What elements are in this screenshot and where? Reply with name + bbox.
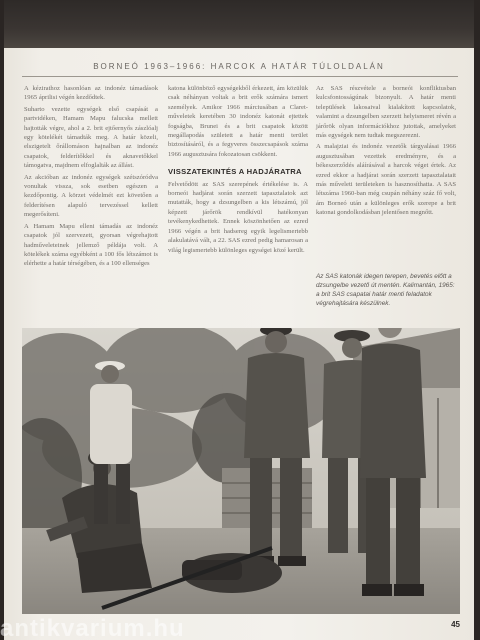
watermark: antikvarium.hu	[0, 618, 185, 640]
running-header: BORNEÓ 1963–1966: HARCOK A HATÁR TÚLOLDALÁN	[93, 62, 385, 71]
text-column-1	[24, 84, 158, 271]
paragraph: Az akcióban az indonéz egységek szétszóródva vonultak vissza, sok esetben egészen a kezdőpontig. A körzet védelmét ezt követően a felderítésen alapuló tervezéssel kellett megerősíteni.	[24, 173, 158, 219]
paragraph: katona különböző egységekből érkezett, ám közülük csak néhányan voltak a brit erők számára ismert személyek. Amikor 1966 márciusában a Claret-műveletek keretében 30 indonéz katonát ejtettek fogságba, Brunei és a brit csapatok között megállapodás született a határ menti terület biztosításáról, és a fegyveres összecsapások száma 1966 augusztusára fokozatosan csökkent.	[168, 85, 308, 158]
photo-caption: Az SAS katonák idegen terepen, bevetés előtt a dzsungelbe vezető út mentén. Kalimantán, 1965: a brit SAS csapatai határ menti feladatok végrehajtására készülnek.	[316, 273, 455, 307]
paragraph: Felvetődött az SAS szerepének értékelése is. A borneói hadjárat során szerzett tapasztalatok azt mutatták, hogy a dzsungelben a kis létszámú, jól képzett járőrök rendkívül hatékonyan tevékenykedhettek. Ennek köszönhetően az ezred 1966 végén a brit hadsereg egyik legelismertebb alakulatává vált, a 22. SAS ezred pedig hamarosan a világ legismertebb különleges egységei közé került.	[168, 180, 308, 254]
header-rule	[22, 76, 458, 77]
text-column-2	[168, 84, 308, 257]
text-column-3	[316, 84, 456, 220]
paragraph: A Hamam Mapu elleni támadás az indonéz csapatok jól szervezett, gyorsan végrehajtott hadműveleteinek jellemző példája volt. A kötelékek száma egyébként a 100 fős létszámot is elérhette a határ térségében, és a 100 ellenséges	[24, 222, 158, 268]
magazine-page	[4, 0, 474, 640]
page-top-shadow	[4, 0, 474, 48]
paragraph: A malajziai és indonéz vezetők tárgyalásai 1966 augusztusában vezettek eredményre, és a békeszerződés aláírásával a harcok véget értek. Az ezred ekkor a hadjárat során szerzett tapasztalatait más műveleti területeken is hasznosíthatta. A SAS létszáma 1960-ban még csupán néhány száz fő volt, ám Borneó után a különleges erők szerepe a brit katonai gondolkodásban jelentősen megnőtt.	[316, 143, 456, 217]
paragraph: Az SAS részvétele a borneói konfliktusban kulcsfontosságúnak bizonyult. A határ menti települések lakosaival kialakított kapcsolatok, valamint a dzsungelben szerzett helyismeret révén a járőrök olyan információkhoz jutottak, amelyeket más egységek nem tudtak megszerezni.	[316, 85, 456, 140]
soldiers-photo	[22, 328, 460, 614]
photo-illustration	[22, 328, 460, 614]
page-number: 45	[451, 620, 460, 629]
section-subheading: VISSZATEKINTÉS A HADJÁRATRA	[168, 167, 302, 177]
paragraph: Suharto vezette egységek első csapását a partvidéken, Hamam Mapu falucska mellett hajtották végre, ahol a 2. brit ejtőernyős zászlóalj egy kötelékét támadták meg. A határ közeli, elszigetelt őrállomáson hajnalban az indonéz csapatok, felderítőkkel és aknavetőkkel támogatva, majdnem elfoglalták az állást.	[24, 105, 158, 170]
paragraph: A kézirathoz hasonlóan az indonéz támadások 1965 áprilisi végén kezdődtek.	[24, 85, 158, 102]
